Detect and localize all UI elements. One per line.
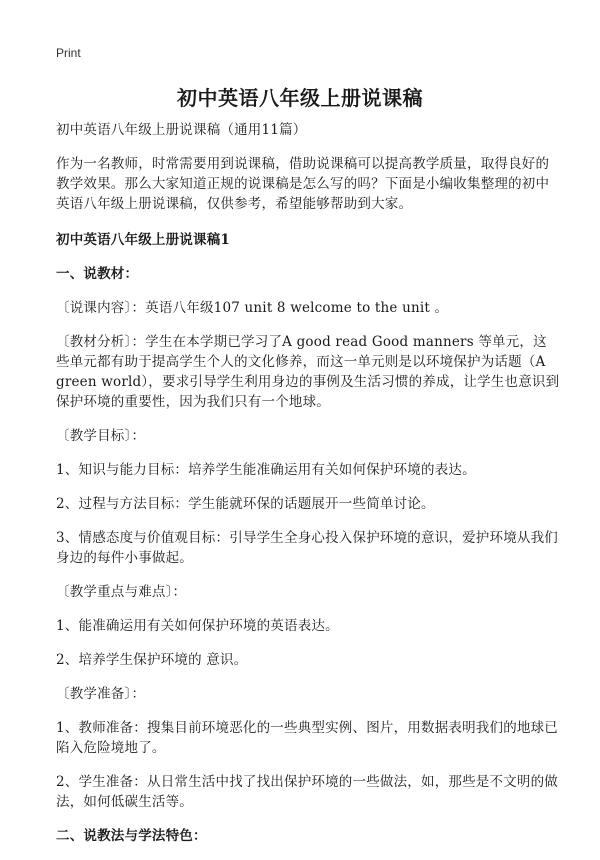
section-title: 初中英语八年级上册说课稿1 (56, 232, 230, 248)
preparation-label: 〔教学准备〕： (56, 686, 146, 702)
print-label[interactable]: Print (56, 46, 81, 60)
key-point-item: 2、培养学生保护环境的 意识。 (56, 652, 248, 668)
goal-item: 1、知识与能力目标：培养学生能准确运用有关如何保护环境的表达。 (56, 462, 476, 478)
heading-textbook: 一、说教材： (56, 266, 139, 282)
preparation-item: 2、学生准备：从日常生活中找了找出保护环境的一些做法，如，那些是不文明的做法，如何低碳生活等。 (56, 774, 558, 810)
intro-paragraph: 作为一名教师，时常需要用到说课稿，借助说课稿可以提高教学质量，取得良好的教学效果。那么大家知道正规的说课稿是怎么写的吗？下面是小编收集整理的初中英语八年级上册说课稿，仅供参考，希望能够帮助到大家。 (56, 156, 550, 212)
textbook-analysis: 〔教材分析〕：学生在本学期已学习了A good read Good manners 等单元，这些单元都有助于提高学生个人的文化修养，而这一单元则是以环境保护为话题（A green world），要求引导学生利用身边的事例及生活习惯的养成，让学生也意识到保护环境的重要性，因为我们只有一个地球。 (56, 334, 560, 410)
goal-item: 2、过程与方法目标：学生能就环保的话题展开一些简单讨论。 (56, 496, 435, 512)
key-points-label: 〔教学重点与难点〕： (56, 584, 187, 600)
key-point-item: 1、能准确运用有关如何保护环境的英语表达。 (56, 618, 339, 634)
document-body (56, 120, 560, 860)
goal-item: 3、情感态度与价值观目标：引导学生全身心投入保护环境的意识，爱护环境从我们身边的每件小事做起。 (56, 530, 558, 566)
page-title: 初中英语八年级上册说课稿 (177, 86, 423, 110)
document-subtitle: 初中英语八年级上册说课稿（通用11篇） (56, 122, 307, 138)
lesson-content: 〔说课内容〕：英语八年级107 unit 8 welcome to the unit 。 (56, 300, 449, 316)
heading-methods: 二、说教法与学法特色： (56, 828, 207, 844)
preparation-item: 1、教师准备：搜集目前环境恶化的一些典型实例、图片，用数据表明我们的地球已陷入危险境地了。 (56, 720, 558, 756)
goals-label: 〔教学目标〕： (56, 428, 146, 444)
